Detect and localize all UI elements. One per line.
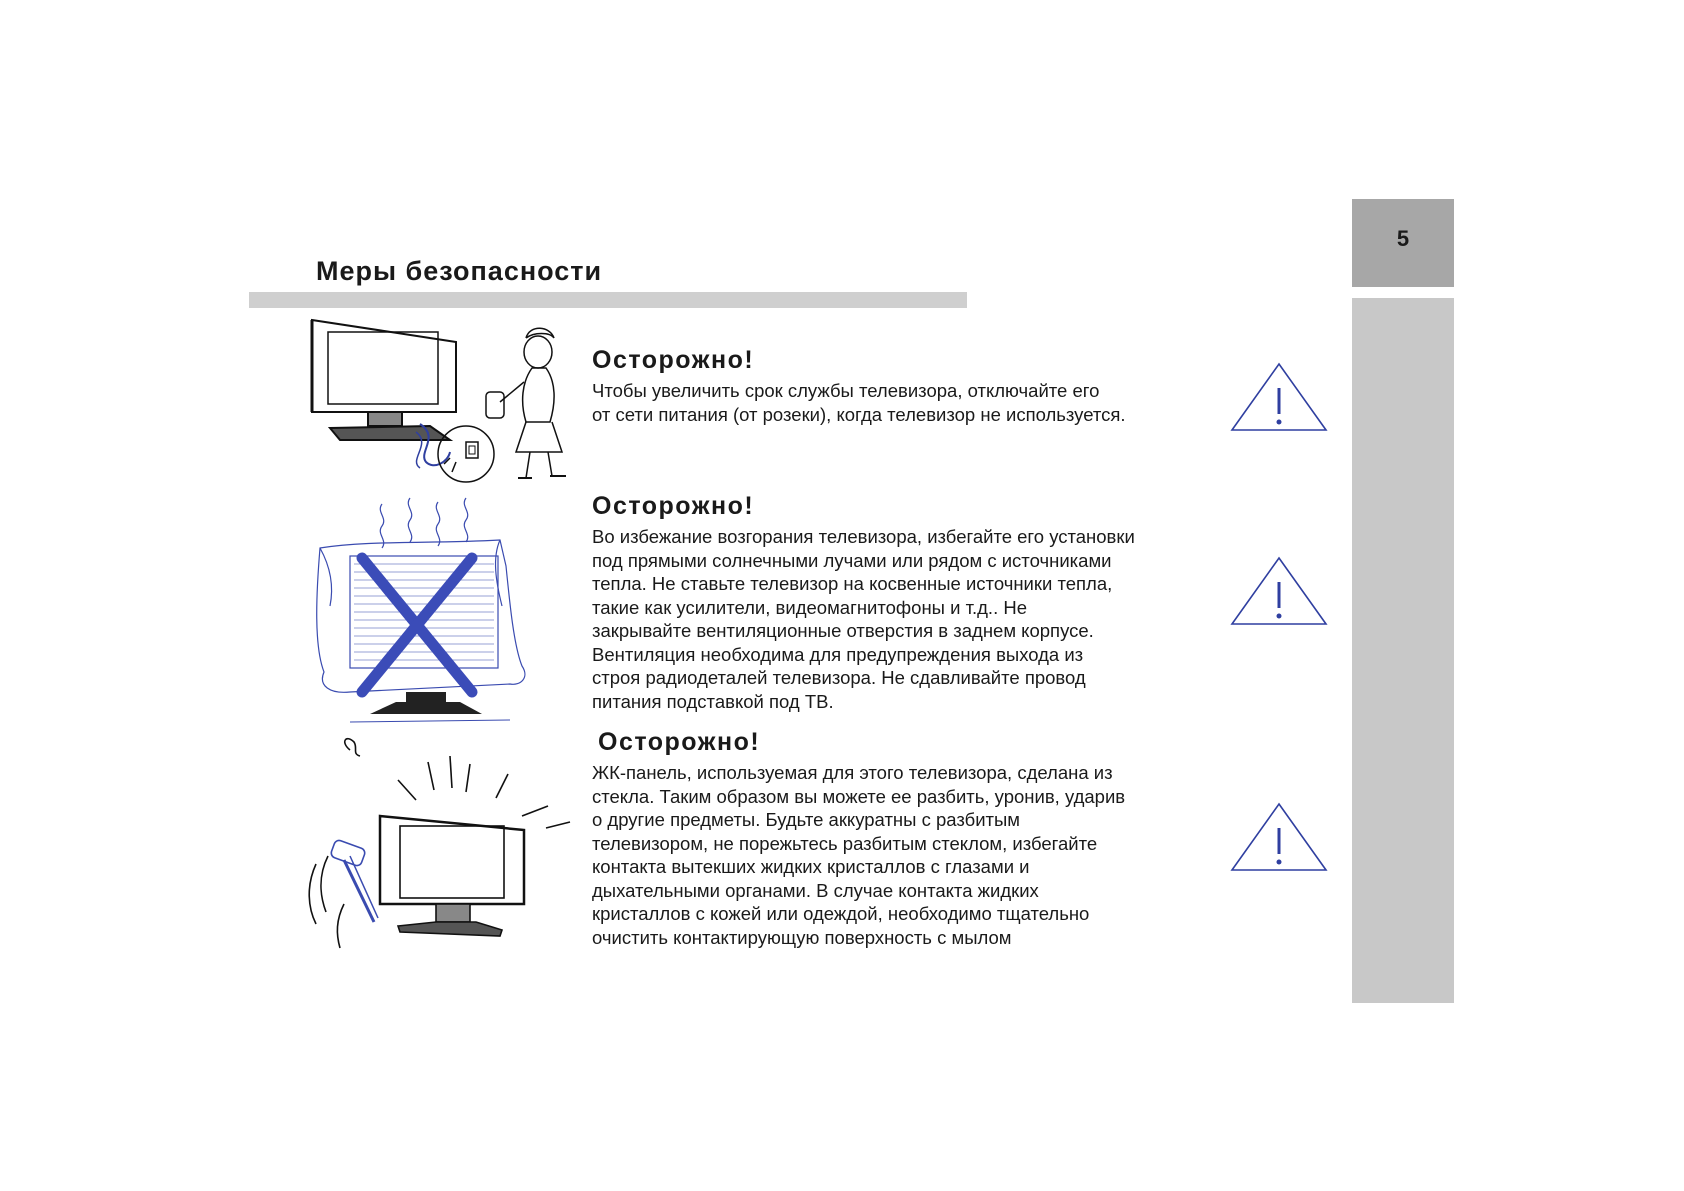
caution-heading: Осторожно!	[598, 728, 761, 756]
side-bar	[1352, 298, 1454, 1003]
caution-heading: Осторожно!	[592, 492, 755, 520]
caution-text: Во избежание возгорания телевизора, избегайте его установки под прямыми солнечными лучами или рядом с источниками тепла. Не ставьте телевизор на косвенные источники тепла, такие как усилители, видеомагнитофоны и т.д.. Не закрывайте вентиляционные отверстия в заднем корпусе. Вентиляция необходима для предупреждения выхода из строя радиодеталей телевизора. Не сдавливайте провод питания подставкой под ТВ.	[592, 526, 1135, 712]
caution-section-2	[592, 492, 1232, 713]
caution-heading: Осторожно!	[592, 346, 755, 374]
caution-text: Чтобы увеличить срок службы телевизора, отключайте его от сети питания (от розеки), когда телевизор не используется.	[592, 380, 1126, 425]
title-rule	[249, 292, 967, 308]
tv-unplug-illustration	[300, 312, 570, 492]
caution-section-1	[592, 346, 1232, 426]
page-number: 5	[1396, 226, 1410, 251]
tv-covered-vents-illustration	[310, 496, 560, 731]
page-title: Меры безопасности	[316, 256, 603, 286]
warning-triangle-icon	[1228, 554, 1330, 628]
caution-text: ЖК-панель, используемая для этого телевизора, сделана из стекла. Таким образом вы можете ее разбить, уронив, ударив о другие предметы. Будьте аккуратны с разбитым телевизором, не порежьтесь разбитым стеклом, избегайте контакта вытекших жидких кристаллов с глазами и дыхательными органами. В случае контакта жидких кристаллов с кожей или одеждой, необходимо тщательно очистить контактирующую поверхность с мылом	[592, 762, 1126, 948]
warning-triangle-icon	[1228, 800, 1330, 874]
tv-hammer-glass-illustration	[300, 736, 580, 966]
caution-section-3	[592, 728, 1238, 949]
warning-triangle-icon	[1228, 360, 1330, 434]
page-number-tab	[1352, 199, 1454, 287]
